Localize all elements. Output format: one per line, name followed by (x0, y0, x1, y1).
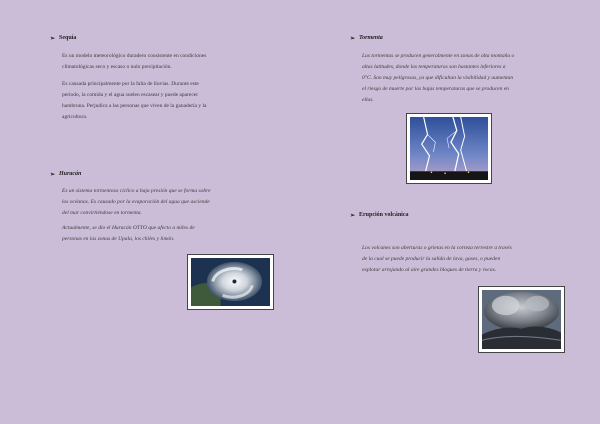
huracan-paragraph-2-line-2: personas en las zonas de Upala, los chiles y limón. (62, 236, 175, 242)
huracan-title: Huracán (59, 171, 82, 177)
huracan-paragraph-1-line-3: del mar convirtiéndose en tormenta. (62, 210, 142, 216)
arrow-bullet-icon: ➢ (50, 171, 56, 178)
sequia-title: Sequía (59, 35, 77, 41)
erupcion-paragraph-line-1: Los volcanes son aberturas o grietas en la corteza terrestre a través (362, 245, 512, 251)
sequia-paragraph-1-line-2: climatológicas seco y escaso o nulo precipitación. (62, 64, 172, 70)
huracan-heading (50, 170, 300, 178)
tormenta-paragraph-line-3: 0°C. Son muy peligrosas, ya que dificultan la visibilidad y aumentan (362, 75, 514, 81)
sequia-paragraph-2-line-2: periodo, la comida y el agua suelen escasear y puede aparecer (62, 92, 199, 98)
arrow-bullet-icon: ➢ (350, 212, 356, 219)
erupcion-title: Erupción volcánica (359, 212, 409, 218)
sequia-heading (50, 34, 300, 42)
tormenta-title: Tormenta (359, 35, 383, 41)
section-tormenta (350, 34, 590, 106)
sequia-paragraph-1-line-1: Es un modelo meteorológico duradero consistente en condiciones (62, 53, 207, 59)
section-sequia (50, 34, 300, 123)
erupcion-paragraph-line-2: de la cual se puede producir la salida de lava, gases, o pueden (362, 256, 501, 262)
erupcion-heading (350, 211, 590, 219)
hurricane-image (187, 254, 274, 310)
huracan-paragraph-2-line-1: Actualmente, se dio el Huracán OTTO que afecto a miles de (62, 225, 195, 231)
sequia-paragraph-2-line-4: agricultura. (62, 114, 88, 120)
hurricane-satellite-icon (191, 258, 270, 306)
volcano-ash-cloud-icon (482, 290, 561, 349)
lightning-image (406, 113, 492, 184)
huracan-paragraph-1-line-2: los océanos. Es causado por la evaporación del agua que asciende (62, 199, 210, 205)
tormenta-heading (350, 34, 590, 42)
tormenta-paragraph-line-4: el riesgo de muerte por las bajas temperaturas que se producen en (362, 86, 509, 92)
section-huracan (50, 170, 300, 245)
lightning-storm-icon (410, 117, 488, 180)
tormenta-paragraph-line-1: Las tormentas se producen generalmente en zonas de alta montaña o (362, 53, 515, 59)
sequia-paragraph-2-line-1: Es causada principalmente por la falta de lluvias. Durante este (62, 81, 199, 87)
erupcion-paragraph-line-3: explotar arrojando al aire grandes bloques de tierra y rocas. (362, 267, 497, 273)
volcano-image (478, 286, 565, 353)
huracan-paragraph-1-line-1: Es un sistema tormentoso cíclico a baja presión que se forma sobre (62, 188, 211, 194)
arrow-bullet-icon: ➢ (350, 35, 356, 42)
section-erupcion (350, 211, 590, 276)
tormenta-paragraph-line-2: altas latitudes, donde las temperaturas son bastantes inferiores a (362, 64, 506, 70)
tormenta-paragraph-line-5: ellas. (362, 97, 374, 103)
sequia-paragraph-2-line-3: hambruna. Perjudica a las personas que viven de la ganadería y la (62, 103, 207, 109)
arrow-bullet-icon: ➢ (50, 35, 56, 42)
